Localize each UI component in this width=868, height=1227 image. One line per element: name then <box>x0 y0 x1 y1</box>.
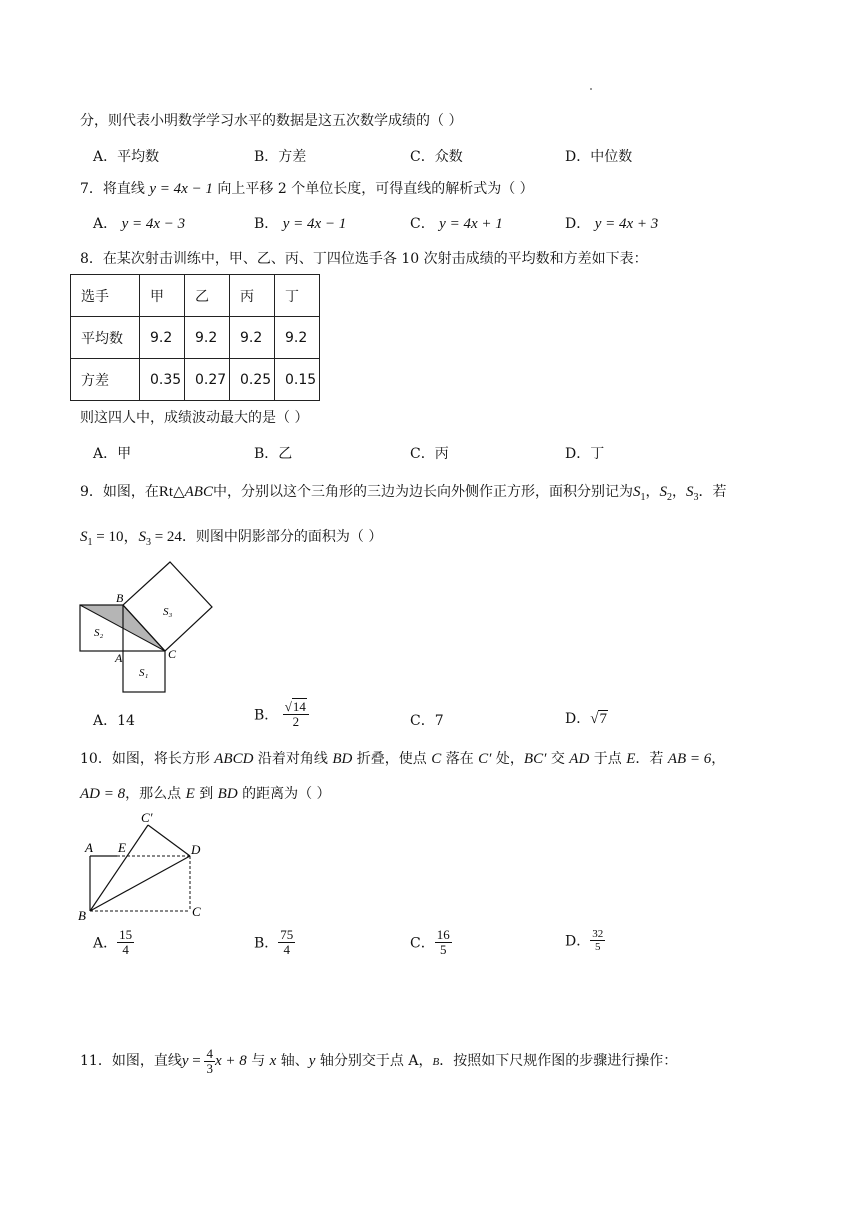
q7-option-a[interactable]: A． y = 4x − 3 <box>93 216 186 232</box>
q10-option-c[interactable]: C． $\frac{16}{5}$ <box>410 927 450 957</box>
table-cell: 甲 <box>140 275 185 317</box>
table-cell: 丁 <box>275 275 320 317</box>
label-a: A <box>85 840 93 855</box>
q6-option-a[interactable]: A．平均数 <box>93 149 160 165</box>
score-table <box>70 274 320 401</box>
q6-option-c[interactable]: C．众数 <box>410 149 463 165</box>
label-d: D <box>191 842 201 857</box>
q10-stem-line2: AD = 8，那么点 E 到 BD 的距离为（ ） <box>80 786 331 802</box>
q10-option-a[interactable]: A． $\frac{15}{4}$ <box>93 927 133 957</box>
label-s3: S₃ <box>163 606 173 618</box>
label-s1: S₁ <box>139 667 149 679</box>
table-cell: 0.25 <box>230 359 275 401</box>
q6-option-b[interactable]: B．方差 <box>254 149 307 165</box>
q8-option-c[interactable]: C．丙 <box>410 446 449 462</box>
q10-option-b[interactable]: B． $\frac{75}{4}$ <box>254 927 294 957</box>
table-cell: 方差 <box>71 359 140 401</box>
table-cell: 9.2 <box>140 317 185 359</box>
label-b: B <box>116 591 124 605</box>
q8-stem: 8．在某次射击训练中，甲、乙、丙、丁四位选手各 10 次射击成绩的平均数和方差如下表： <box>80 251 648 267</box>
bd-diagonal <box>90 856 190 911</box>
q9-option-b[interactable]: B． $\frac{√14}{2}$ <box>254 700 309 729</box>
q7-num: 7．将直线 <box>80 181 145 197</box>
q7-stem <box>80 179 534 199</box>
label-e: E <box>118 840 126 855</box>
table-cell: 9.2 <box>230 317 275 359</box>
label-s2: S₂ <box>94 627 104 639</box>
q7-tail: 向上平移 2 个单位长度，可得直线的解析式为（ ） <box>217 181 534 197</box>
table-row <box>71 275 320 317</box>
q11-stem: 11．如图，直线y = $\frac{4}{3}$ x + 8 与 x 轴、y 轴分别交于点 A，B．按照如下尺规作图的步骤进行操作： <box>80 1045 678 1076</box>
table-cell: 选手 <box>71 275 140 317</box>
q6-stem: 分，则代表小明数学学习水平的数据是这五次数学成绩的（ ） <box>80 113 463 129</box>
q10-option-d[interactable]: D． $\frac{32}{5}$ <box>565 928 604 953</box>
scan-dot <box>590 88 592 90</box>
q9-stem-line1: 9．如图，在Rt△ABC中，分别以这个三角形的三边为边长向外侧作正方形，面积分别记为$S_1$，$S_2$，$S_3$．若 <box>80 484 727 503</box>
table-row <box>71 317 320 359</box>
label-c: C <box>192 904 201 919</box>
q8-option-a[interactable]: A．甲 <box>93 446 132 462</box>
table-cell: 平均数 <box>71 317 140 359</box>
q9-stem-line2: $S_1 = 10$，$S_3 = 24$．则图中阴影部分的面积为（ ） <box>80 529 383 548</box>
bc-prime-line <box>90 825 148 911</box>
q7-option-b[interactable]: B． y = 4x − 1 <box>254 216 347 232</box>
table-row <box>71 359 320 401</box>
q7-option-c[interactable]: C． y = 4x + 1 <box>410 216 503 232</box>
q8-option-d[interactable]: D．丁 <box>565 446 605 462</box>
table-cell: 0.27 <box>185 359 230 401</box>
table-cell: 0.15 <box>275 359 320 401</box>
q9-figure <box>75 560 220 700</box>
q10-stem-line1: 10．如图，将长方形 ABCD 沿着对角线 BD 折叠，使点 C 落在 C′ 处，BC′ 交 AD 于点 E．若 AB = 6， <box>80 751 726 767</box>
q9-option-d[interactable]: D．√7 <box>565 711 607 727</box>
q9-option-a[interactable]: A．14 <box>93 713 135 729</box>
label-a: A <box>115 651 123 665</box>
table-cell: 9.2 <box>275 317 320 359</box>
label-b: B <box>78 908 86 922</box>
label-c-prime: C′ <box>141 810 153 825</box>
table-cell: 乙 <box>185 275 230 317</box>
table-cell: 0.35 <box>140 359 185 401</box>
q8-question: 则这四人中，成绩波动最大的是（ ） <box>80 410 309 426</box>
q8-option-b[interactable]: B．乙 <box>254 446 293 462</box>
q6-option-d[interactable]: D．中位数 <box>565 149 633 165</box>
c-prime-d-line <box>148 825 190 856</box>
q9-option-c[interactable]: C．7 <box>410 713 444 729</box>
q7-equation: y = 4x − 1 <box>149 181 213 197</box>
table-cell: 丙 <box>230 275 275 317</box>
q10-figure <box>75 810 210 922</box>
table-cell: 9.2 <box>185 317 230 359</box>
q7-option-d[interactable]: D． y = 4x + 3 <box>565 216 659 232</box>
label-c: C <box>168 647 177 661</box>
